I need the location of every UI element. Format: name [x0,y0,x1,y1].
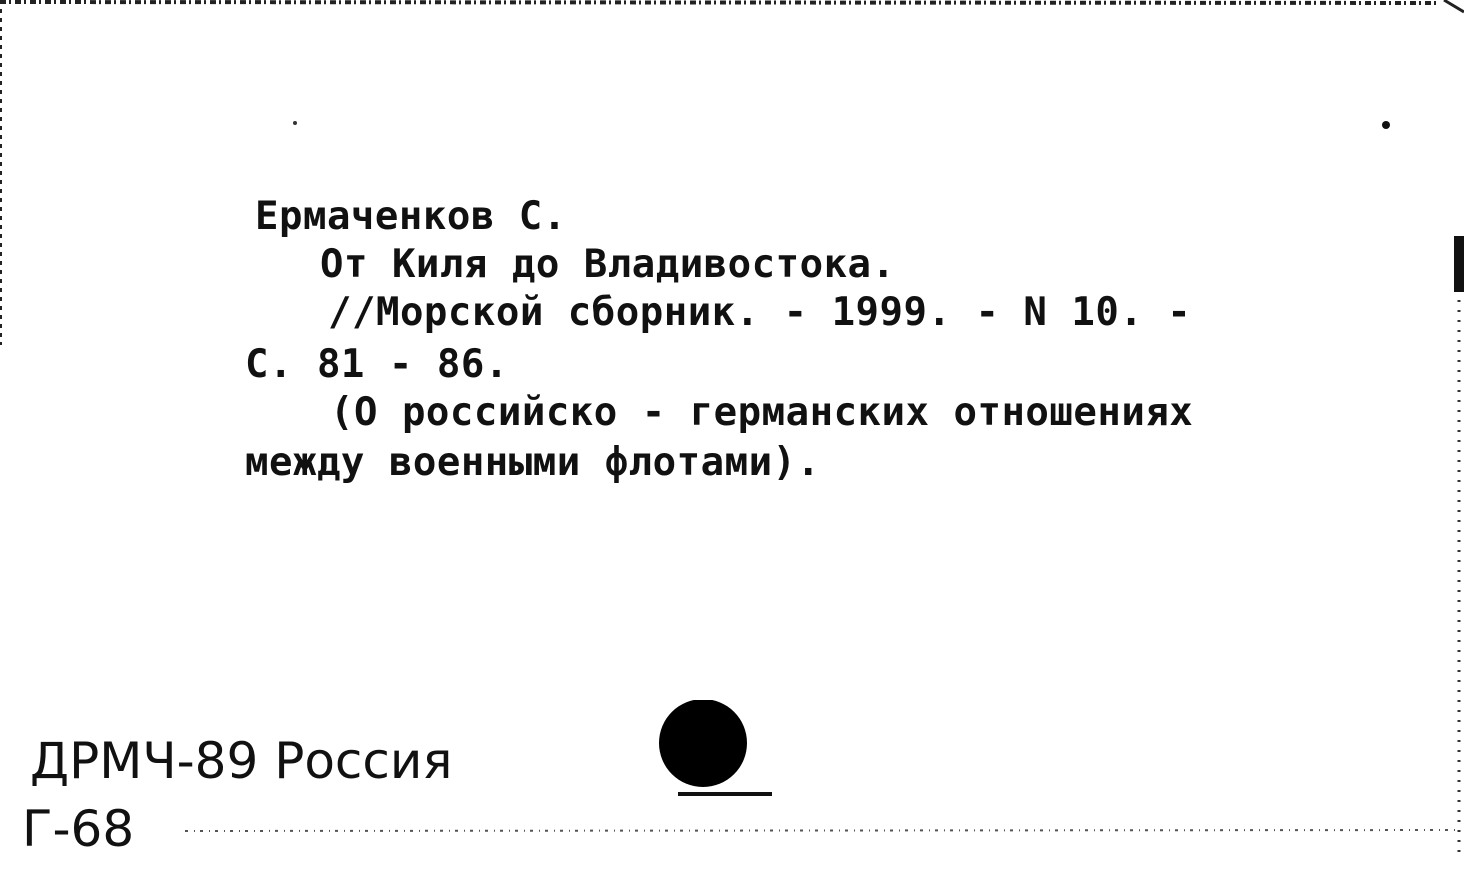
punch-hole-icon [658,700,748,790]
edge-mark [1454,236,1464,292]
note-line-2: между военными флотами). [245,440,821,485]
pages-line: С. 81 - 86. [245,342,509,387]
author-line: Ермаченков С. [255,194,567,239]
underline-mark [676,784,776,800]
handwritten-shelfmark: ДРМЧ-89 Россия [30,732,453,790]
handwritten-code: Г-68 [22,800,135,858]
title-line: От Киля до Владивостока. [320,242,896,287]
source-line: //Морской сборник. - 1999. - N 10. - [328,290,1192,335]
note-line-1: (О российско - германских отношениях [330,390,1194,435]
